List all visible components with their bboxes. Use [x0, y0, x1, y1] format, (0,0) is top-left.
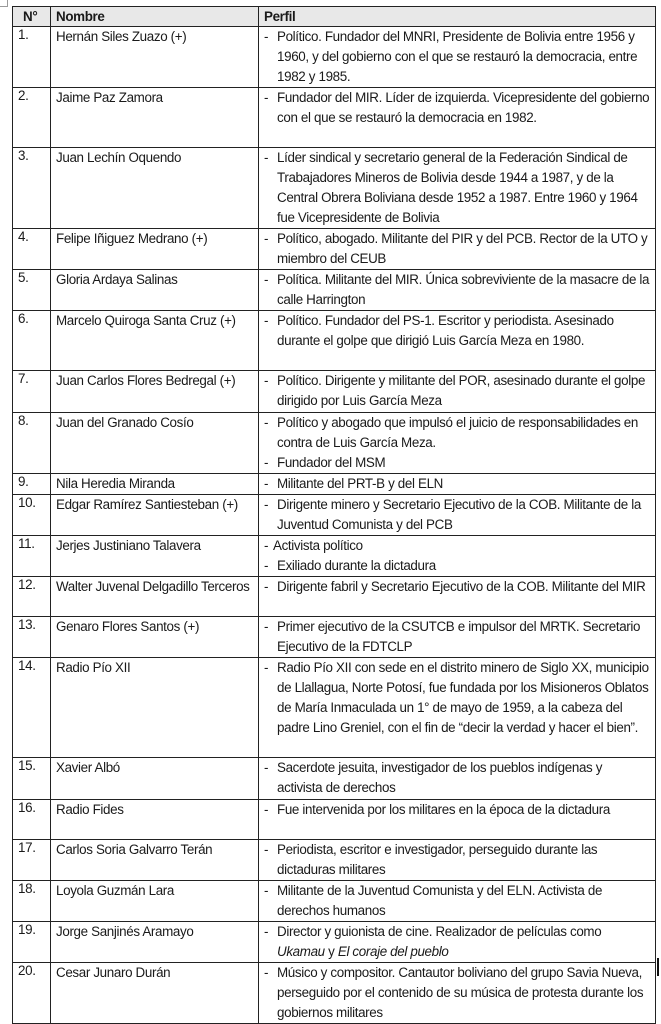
row-number: 1.	[13, 27, 51, 88]
profile-text: Dirigente minero y Secretario Ejecutivo de la COB. Militante de la Juventud Comunista y del PCB	[277, 497, 641, 532]
row-number: 5.	[13, 270, 51, 311]
bullet-dash: -	[264, 538, 269, 553]
row-name: Juan Carlos Flores Bedregal (+)	[51, 371, 259, 413]
profile-bullet	[264, 758, 650, 798]
row-name: Cesar Junaro Durán	[51, 963, 259, 1024]
bullet-dash: -	[264, 29, 269, 44]
profile-bullet	[264, 800, 650, 820]
row-name: Jaime Paz Zamora	[51, 88, 259, 148]
bullet-dash: -	[264, 415, 269, 430]
film-title: Ukamau	[277, 944, 325, 959]
table-header-row	[13, 7, 656, 27]
row-profile	[259, 881, 656, 922]
profile-bullet	[264, 963, 650, 1023]
profile-text: Política. Militante del MIR. Única sobreviviente de la masacre de la calle Harrington	[277, 272, 650, 307]
row-number: 13.	[13, 617, 51, 658]
profile-text: Político. Fundador del PS-1. Escritor y periodista. Asesinado durante el golpe que dirigió Luis García Meza en 1980.	[277, 313, 614, 348]
row-number: 15.	[13, 758, 51, 800]
table-row	[13, 474, 656, 495]
row-name: Walter Juvenal Delgadillo Terceros	[51, 577, 259, 617]
profile-bullet	[264, 617, 650, 657]
profile-text: Dirigente fabril y Secretario Ejecutivo de la COB. Militante del MIR	[277, 579, 646, 594]
table-row	[13, 800, 656, 840]
row-profile	[259, 922, 656, 963]
row-number: 2.	[13, 88, 51, 148]
table-row	[13, 840, 656, 881]
bullet-dash: -	[264, 231, 269, 246]
row-name: Loyola Guzmán Lara	[51, 881, 259, 922]
bullet-dash: -	[264, 497, 269, 512]
profile-bullet	[264, 495, 650, 535]
table-row	[13, 371, 656, 413]
table-row	[13, 963, 656, 1024]
profile-bullet	[264, 453, 650, 473]
profile-bullet	[264, 881, 650, 921]
row-profile	[259, 536, 656, 577]
profile-text-part: y	[324, 944, 338, 959]
table-row	[13, 577, 656, 617]
row-name: Juan Lechín Oquendo	[51, 148, 259, 229]
table-row	[13, 413, 656, 474]
bullet-dash: -	[264, 579, 269, 594]
row-profile	[259, 371, 656, 413]
table-row	[13, 27, 656, 88]
bullet-dash: -	[264, 883, 269, 898]
row-number: 18.	[13, 881, 51, 922]
row-number: 16.	[13, 800, 51, 840]
profile-text: Exiliado durante la dictadura	[277, 558, 436, 573]
row-name: Radio Fides	[51, 800, 259, 840]
profile-bullet	[264, 413, 650, 453]
row-profile	[259, 840, 656, 881]
row-number: 3.	[13, 148, 51, 229]
bullet-dash: -	[264, 924, 269, 939]
bullet-dash: -	[264, 842, 269, 857]
row-profile	[259, 413, 656, 474]
row-number: 7.	[13, 371, 51, 413]
table-row	[13, 617, 656, 658]
profiles-table	[12, 6, 656, 1024]
profile-bullet	[264, 474, 650, 494]
row-profile	[259, 495, 656, 536]
table-row	[13, 922, 656, 963]
profile-text: Fundador del MIR. Líder de izquierda. Vicepresidente del gobierno con el que se restauró la democracia en 1982.	[277, 90, 650, 125]
table-row	[13, 758, 656, 800]
bullet-dash: -	[264, 965, 269, 980]
row-name: Edgar Ramírez Santiesteban (+)	[51, 495, 259, 536]
row-name: Genaro Flores Santos (+)	[51, 617, 259, 658]
bullet-dash: -	[264, 313, 269, 328]
row-number: 20.	[13, 963, 51, 1024]
table-row	[13, 658, 656, 758]
bullet-dash: -	[264, 660, 269, 675]
row-number: 11.	[13, 536, 51, 577]
row-profile	[259, 88, 656, 148]
bullet-dash: -	[264, 619, 269, 634]
row-number: 17.	[13, 840, 51, 881]
table-row	[13, 311, 656, 371]
profile-bullet	[264, 88, 650, 128]
profile-bullet	[264, 922, 650, 962]
table-row	[13, 229, 656, 270]
table-row	[13, 270, 656, 311]
bullet-dash: -	[264, 150, 269, 165]
bullet-dash: -	[264, 476, 269, 491]
profile-bullet	[264, 536, 650, 556]
bullet-dash: -	[264, 272, 269, 287]
row-profile	[259, 148, 656, 229]
row-name: Nila Heredia Miranda	[51, 474, 259, 495]
profile-text: Fundador del MSM	[277, 455, 386, 470]
row-number: 19.	[13, 922, 51, 963]
row-name: Hernán Siles Zuazo (+)	[51, 27, 259, 88]
row-number: 14.	[13, 658, 51, 758]
row-profile	[259, 800, 656, 840]
row-number: 12.	[13, 577, 51, 617]
profile-text: Político y abogado que impulsó el juicio de responsabilidades en contra de Luis García Meza.	[277, 415, 638, 450]
profile-bullet	[264, 658, 650, 738]
row-name: Felipe Iñiguez Medrano (+)	[51, 229, 259, 270]
header-profile: Perfil	[259, 7, 656, 27]
bullet-dash: -	[264, 373, 269, 388]
profile-text	[277, 922, 650, 962]
profile-bullet	[264, 270, 650, 310]
row-number: 4.	[13, 229, 51, 270]
profile-text: Activista político	[273, 538, 363, 553]
film-title: El coraje del pueblo	[337, 944, 449, 959]
profile-text: Líder sindical y secretario general de la Federación Sindical de Trabajadores Mineros de Bolivia desde 1944 a 1987, y de la Central Obrera Boliviana desde 1952 a 1987. Entre 1960 y 1964 fue Vicepresidente de Bolivia	[277, 150, 638, 225]
profile-bullet	[264, 27, 650, 87]
profile-text: Político. Dirigente y militante del POR, asesinado durante el golpe dirigido por Luis García Meza	[277, 373, 646, 408]
row-name: Xavier Albó	[51, 758, 259, 800]
profile-text: Periodista, escritor e investigador, perseguido durante las dictaduras militares	[277, 842, 598, 877]
row-profile	[259, 474, 656, 495]
profile-bullet	[264, 229, 650, 269]
profile-bullet	[264, 311, 650, 351]
profile-bullet	[264, 148, 650, 228]
row-name: Carlos Soria Galvarro Terán	[51, 840, 259, 881]
row-name: Jorge Sanjinés Aramayo	[51, 922, 259, 963]
row-profile	[259, 27, 656, 88]
bullet-dash: -	[264, 802, 269, 817]
profile-bullet	[264, 577, 650, 597]
row-number: 10.	[13, 495, 51, 536]
profile-text: Músico y compositor. Cantautor boliviano del grupo Savia Nueva, perseguido por el contenido de su música de protesta durante los gobiernos militares	[277, 965, 644, 1020]
table-row	[13, 148, 656, 229]
row-profile	[259, 658, 656, 758]
profile-text: Primer ejecutivo de la CSUTCB e impulsor del MRTK. Secretario Ejecutivo de la FDTCLP	[277, 619, 641, 654]
table-row	[13, 495, 656, 536]
row-profile	[259, 758, 656, 800]
row-profile	[259, 963, 656, 1024]
table-move-handle[interactable]	[0, 0, 8, 7]
row-profile	[259, 311, 656, 371]
row-profile	[259, 617, 656, 658]
profile-text: Radio Pío XII con sede en el distrito minero de Siglo XX, municipio de Llallagua, Norte Potosí, fue fundada por los Misioneros Oblatos de María Inmaculada un 1° de mayo de 1959, a la cabeza del padre Lino Greniel, con el fin de “decir la verdad y hacer el bien”.	[277, 660, 649, 735]
profile-text-part: Director y guionista de cine. Realizador de películas como	[277, 924, 602, 939]
profile-bullet	[264, 556, 650, 576]
profile-text: Fue intervenida por los militares en la época de la dictadura	[277, 802, 610, 817]
bullet-dash: -	[264, 558, 269, 573]
bullet-dash: -	[264, 90, 269, 105]
row-number: 9.	[13, 474, 51, 495]
profile-text: Militante del PRT-B y del ELN	[277, 476, 443, 491]
profile-text: Político. Fundador del MNRI, Presidente de Bolivia entre 1956 y 1960, y del gobierno con el que se restauró la democracia, entre 1982 y 1985.	[277, 29, 638, 84]
bullet-dash: -	[264, 455, 269, 470]
profile-text: Sacerdote jesuita, investigador de los pueblos indígenas y activista de derechos	[277, 760, 603, 795]
row-profile	[259, 270, 656, 311]
row-name: Juan del Granado Cosío	[51, 413, 259, 474]
header-name: Nombre	[51, 7, 259, 27]
profile-text: Militante de la Juventud Comunista y del ELN. Activista de derechos humanos	[277, 883, 603, 918]
profile-bullet	[264, 371, 650, 411]
row-profile	[259, 577, 656, 617]
header-num: N°	[13, 7, 51, 27]
row-name: Gloria Ardaya Salinas	[51, 270, 259, 311]
row-name: Radio Pío XII	[51, 658, 259, 758]
table-row	[13, 88, 656, 148]
bullet-dash: -	[264, 760, 269, 775]
row-name: Marcelo Quiroga Santa Cruz (+)	[51, 311, 259, 371]
row-name: Jerjes Justiniano Talavera	[51, 536, 259, 577]
profile-text: Político, abogado. Militante del PIR y del PCB. Rector de la UTO y miembro del CEUB	[277, 231, 648, 266]
row-number: 6.	[13, 311, 51, 371]
row-number: 8.	[13, 413, 51, 474]
profile-bullet	[264, 840, 650, 880]
row-profile	[259, 229, 656, 270]
text-cursor-mark	[657, 958, 659, 976]
table-row	[13, 536, 656, 577]
table-row	[13, 881, 656, 922]
